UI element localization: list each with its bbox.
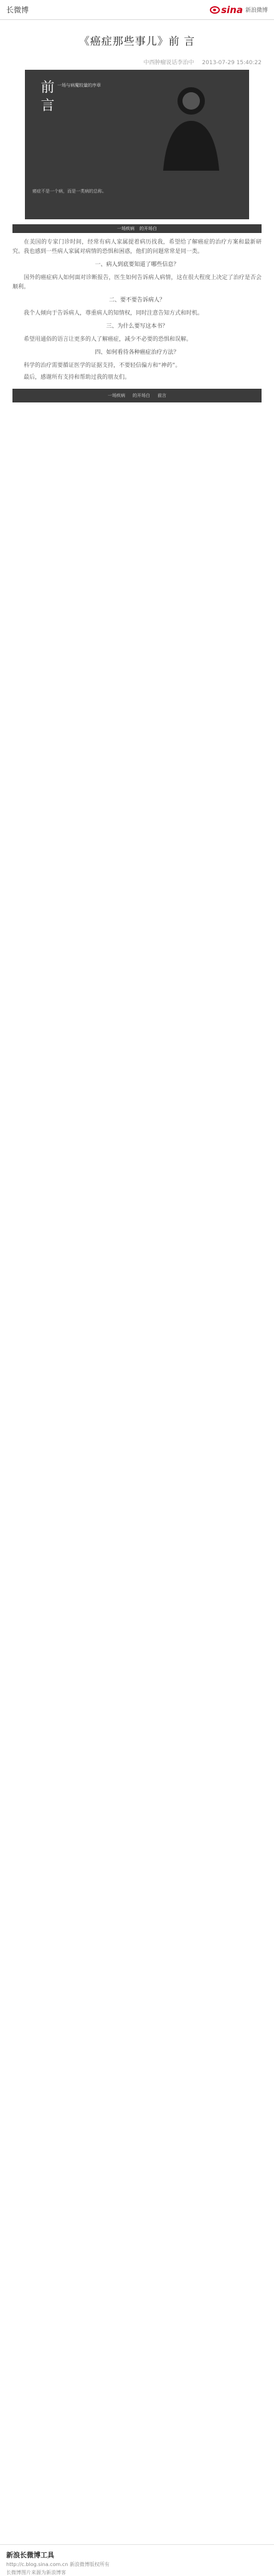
banner-item: 一场疾病 <box>108 393 125 398</box>
section-bar-item: 一场疾病 <box>117 226 135 231</box>
cover-vertical-title: 前 言 <box>39 80 54 112</box>
cover-quote: 一场与病魔较量的序章 <box>57 83 101 88</box>
banner-item: 的开场白 <box>133 393 150 398</box>
article-title: 《癌症那些事儿》前 言 <box>78 36 196 48</box>
author: 中西肿瘤说话李治中 <box>143 60 194 66</box>
article-meta <box>0 58 274 66</box>
footer-title: 新浪长微博工具 <box>6 2551 54 2559</box>
paragraph: 国外的癌症病人如何面对诊断报告，医生如何告诉病人病情，这在很大程度上决定了治疗是否会顺利。 <box>12 275 262 290</box>
top-bar <box>0 0 274 20</box>
section-heading: 四、如何看待各种癌症治疗方法？ <box>95 349 179 356</box>
cover-image <box>25 70 249 219</box>
bottom-banner <box>12 389 262 402</box>
paragraph: 希望用通俗的语言让更多的人了解癌症，减少不必要的恐惧和误解。 <box>24 336 192 343</box>
section-heading: 三、为什么要写这本书？ <box>106 323 168 330</box>
page-label: 长微博 <box>6 6 29 14</box>
brand-name: sina <box>221 4 243 16</box>
sina-weibo-logo[interactable] <box>210 4 268 16</box>
cover-text-panel <box>32 76 126 182</box>
paragraph: 最后，感谢所有支持和帮助过我的朋友们。 <box>24 374 131 381</box>
section-heading: 二、要不要告诉病人？ <box>108 297 165 303</box>
paragraph: 在美国的专家门诊时间，经常有病人家属提着病历找我，希望给了解癌症的治疗方案和最新研究。我也感到一些病人家属对病情的恐惧和困惑，他们的问题常常是同一类。 <box>12 239 262 255</box>
banner-item: 前言 <box>158 393 166 398</box>
footer-note: 长微博图片来源为新浪博客 <box>6 2570 66 2575</box>
brand-subtitle: 新浪微博 <box>245 7 268 14</box>
section-bar-item: 的开场白 <box>139 226 157 231</box>
footer <box>0 2544 274 2574</box>
paragraph: 科学的治疗需要循证医学的证据支持，不要轻信偏方和“神药”。 <box>24 363 181 369</box>
section-bar <box>12 224 262 233</box>
paragraph: 我个人倾向于告诉病人，尊重病人的知情权，同时注意告知方式和时机。 <box>24 310 204 316</box>
date: 2013-07-29 15:40:22 <box>202 60 262 66</box>
section-heading: 一、病人到底要知道了哪些信息？ <box>95 262 179 268</box>
sina-eye-icon <box>210 6 220 14</box>
cover-caption: 癌症不是一个病，而是一类病的总称。 <box>32 189 106 194</box>
silhouette-icon <box>144 77 238 171</box>
article-body <box>0 238 274 383</box>
footer-link[interactable]: http://c.blog.sina.com.cn 新浪微博版权所有 <box>6 2562 110 2567</box>
